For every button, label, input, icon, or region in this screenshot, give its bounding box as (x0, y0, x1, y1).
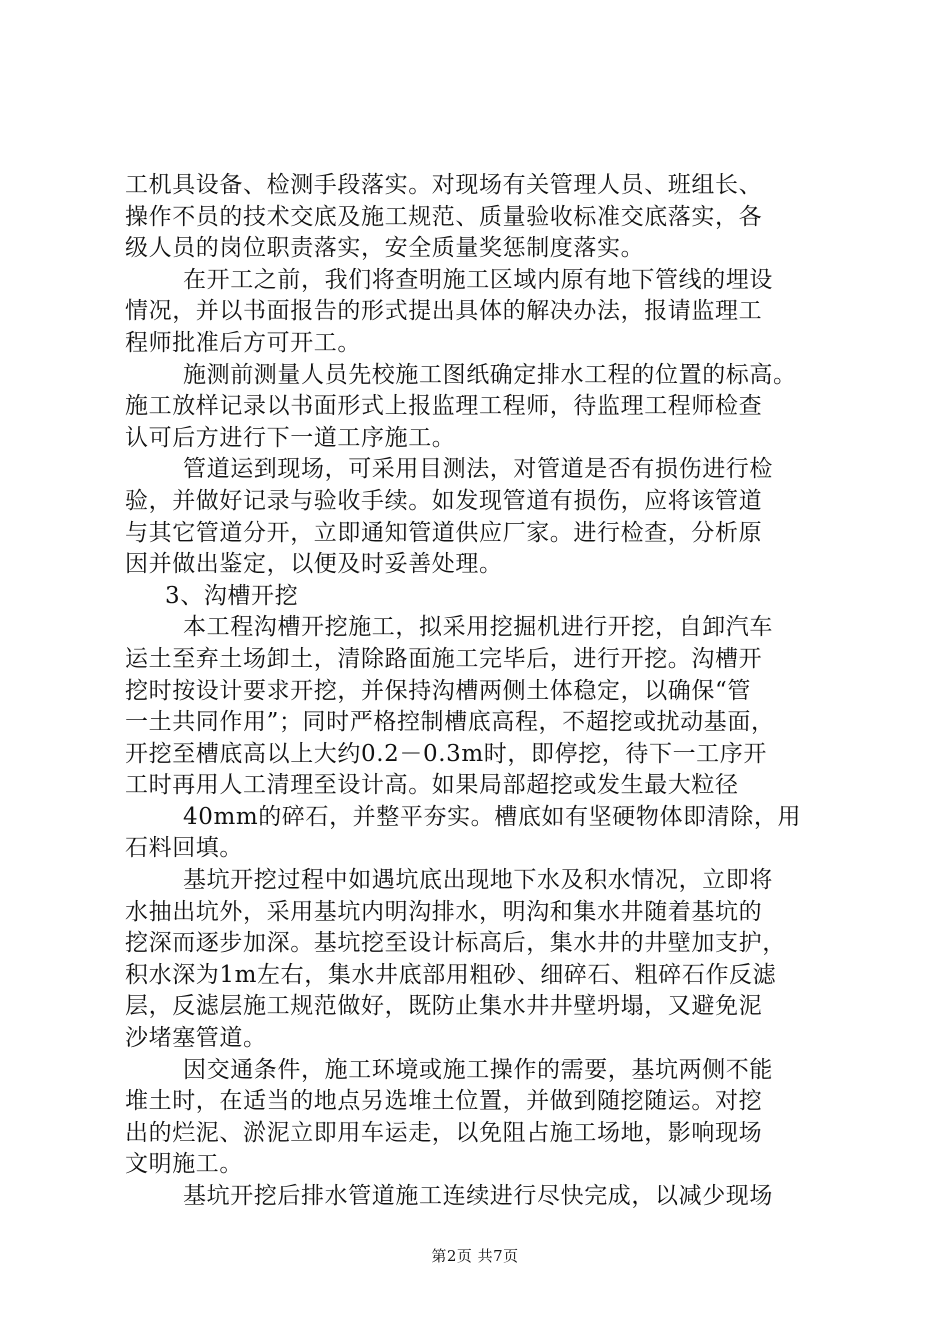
text-line: 验，并做好记录与验收手续。如发现管道有损伤，应将该管道 (125, 487, 763, 514)
text-line: 管道运到现场，可采用目测法，对管道是否有损伤进行检 (183, 456, 773, 483)
text-line: 程师批准后方可开工。 (125, 329, 361, 356)
text-line: 基坑开挖过程中如遇坑底出现地下水及积水情况，立即将 (183, 867, 773, 894)
text-line: 一土共同作用”；同时严格控制槽底高程，不超挖或扰动基面， (125, 709, 775, 736)
text-line: 在开工之前，我们将查明施工区域内原有地下管线的埋设 (183, 266, 773, 293)
text-line: 工时再用人工清理至设计高。如果局部超挖或发生最大粒径 (125, 772, 739, 799)
text-line: 因交通条件，施工环境或施工操作的需要，基坑两侧不能 (183, 1056, 773, 1083)
paragraph-7 (125, 865, 835, 1055)
text-line: 40mm的碎石，并整平夯实。槽底如有坚硬物体即清除，用 (183, 803, 802, 830)
text-line: 水抽出坑外，采用基坑内明沟排水，明沟和集水井随着基坑的 (125, 898, 763, 925)
text-line: 本工程沟槽开挖施工，拟采用挖掘机进行开挖，自卸汽车 (183, 614, 773, 641)
text-line: 施测前测量人员先校施工图纸确定排水工程的位置的标高。 (183, 361, 797, 388)
text-line: 操作不员的技术交底及施工规范、质量验收标准交底落实，各 (125, 203, 763, 230)
page-footer: 第2页 共7页 (431, 1247, 519, 1265)
text-line: 基坑开挖后排水管道施工连续进行尽快完成，以减少现场 (183, 1183, 773, 1209)
text-line: 文明施工。 (125, 1151, 243, 1178)
text-line: 施工放样记录以书面形式上报监理工程师，待监理工程师检查 (125, 393, 763, 420)
text-line: 级人员的岗位职责落实，安全质量奖惩制度落实。 (125, 235, 645, 262)
text-line: 出的烂泥、淤泥立即用车运走，以免阻占施工场地，影响现场 (125, 1119, 763, 1146)
paragraph-5 (125, 612, 835, 802)
paragraph-6 (125, 802, 835, 865)
text-line: 运土至弃土场卸土，清除路面施工完毕后，进行开挖。沟槽开 (125, 645, 763, 672)
text-line: 开挖至槽底高以上大约0.2－0.3m时，即停挖，待下一工序开 (125, 740, 767, 767)
paragraph-2 (125, 265, 835, 360)
text-line: 工机具设备、检测手段落实。对现场有关管理人员、班组长、 (125, 172, 763, 198)
document-body (125, 170, 835, 1213)
text-line: 沙堵塞管道。 (125, 1025, 267, 1052)
paragraph-1 (125, 170, 835, 265)
text-line: 3、沟槽开挖 (165, 582, 299, 609)
text-line: 因并做出鉴定，以便及时妥善处理。 (125, 551, 503, 578)
text-line: 积水深为1m左右，集水井底部用粗砂、细碎石、粗碎石作反滤 (125, 961, 777, 988)
section-heading (125, 581, 835, 613)
paragraph-9 (125, 1181, 835, 1213)
text-line: 与其它管道分开，立即通知管道供应厂家。进行检查，分析原 (125, 519, 763, 546)
text-line: 挖时按设计要求开挖，并保持沟槽两侧土体稳定，以确保“管 (125, 677, 751, 704)
paragraph-8 (125, 1055, 835, 1181)
text-line: 情况，并以书面报告的形式提出具体的解决办法，报请监理工 (125, 298, 763, 325)
text-line: 认可后方进行下一道工序施工。 (125, 424, 456, 451)
text-line: 挖深而逐步加深。基坑挖至设计标高后，集水井的井壁加支护， (125, 930, 786, 957)
paragraph-3 (125, 360, 835, 455)
text-line: 层，反滤层施工规范做好，既防止集水井井壁坍塌，又避免泥 (125, 993, 763, 1020)
paragraph-4 (125, 454, 835, 580)
text-line: 石料回填。 (125, 835, 243, 862)
text-line: 堆土时，在适当的地点另选堆土位置，并做到随挖随运。对挖 (125, 1088, 763, 1115)
